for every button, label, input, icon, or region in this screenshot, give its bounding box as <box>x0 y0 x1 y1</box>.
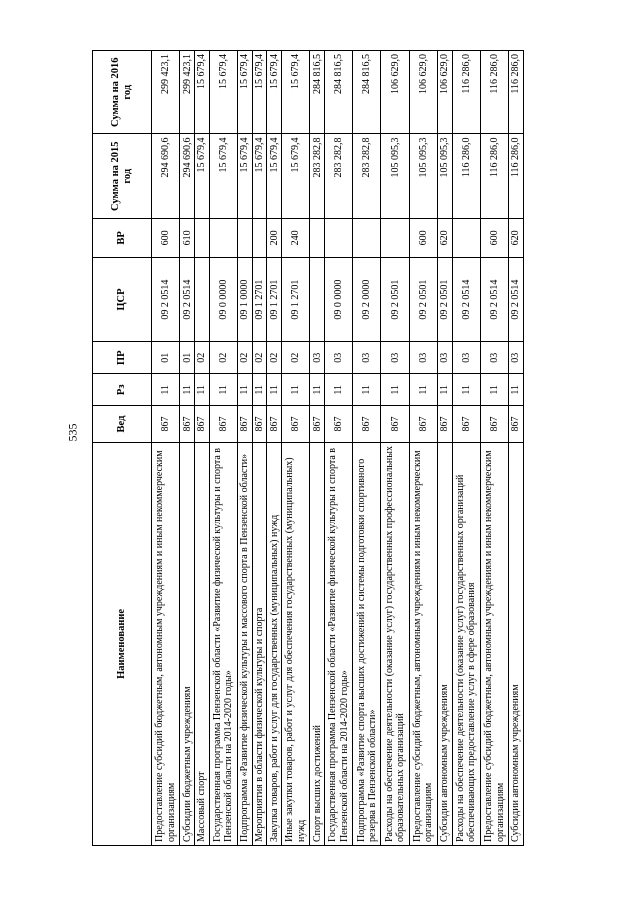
cell-sum-2016: 15 679,4 <box>252 51 267 134</box>
cell-ved: 867 <box>452 406 480 443</box>
cell-pr: 02 <box>194 342 209 374</box>
cell-pr: 02 <box>209 342 237 374</box>
cell-sum-2015: 15 679,4 <box>252 134 267 219</box>
cell-name: Субсидии автономным учреждениям <box>509 442 524 845</box>
cell-csr: 09 1 0000 <box>237 257 252 342</box>
cell-sum-2015: 294 690,6 <box>180 134 195 219</box>
cell-csr: 09 2 0514 <box>509 257 524 342</box>
cell-name: Предоставление субсидий бюджетным, автономным учреждениям и иным некоммерческим организациям <box>480 442 508 845</box>
cell-sum-2015: 15 679,4 <box>209 134 237 219</box>
cell-csr: 09 0 0000 <box>209 257 237 342</box>
cell-ved: 867 <box>267 406 282 443</box>
cell-vr: 600 <box>480 218 508 257</box>
cell-ved: 867 <box>480 406 508 443</box>
cell-csr <box>310 257 325 342</box>
cell-csr: 09 2 0501 <box>409 257 437 342</box>
cell-sum-2015: 15 679,4 <box>267 134 282 219</box>
cell-vr <box>310 218 325 257</box>
cell-sum-2016: 15 679,4 <box>237 51 252 134</box>
budget-table <box>92 50 524 846</box>
cell-name: Подпрограмма «Развитие спорта высших достижений и системы подготовки спортивного резерва в Пензенской области» <box>353 442 381 845</box>
cell-csr <box>194 257 209 342</box>
cell-rz: 11 <box>209 374 237 406</box>
cell-vr: 620 <box>437 218 452 257</box>
cell-ved: 867 <box>437 406 452 443</box>
cell-pr: 03 <box>381 342 409 374</box>
cell-rz: 11 <box>353 374 381 406</box>
cell-name: Массовый спорт <box>194 442 209 845</box>
cell-csr: 09 1 2701 <box>267 257 282 342</box>
cell-pr: 03 <box>480 342 508 374</box>
table-row <box>180 51 195 846</box>
cell-name: Иные закупки товаров, работ и услуг для обеспечения государственных (муниципальных) нужд <box>282 442 310 845</box>
cell-sum-2016: 15 679,4 <box>209 51 237 134</box>
cell-sum-2016: 116 286,0 <box>452 51 480 134</box>
cell-pr: 03 <box>452 342 480 374</box>
cell-vr: 240 <box>282 218 310 257</box>
table-row <box>353 51 381 846</box>
cell-vr <box>452 218 480 257</box>
cell-ved: 867 <box>381 406 409 443</box>
table-row <box>437 51 452 846</box>
cell-ved: 867 <box>353 406 381 443</box>
cell-pr: 01 <box>152 342 180 374</box>
header-sum-2015: Сумма на 2015 год <box>93 134 152 219</box>
cell-rz: 11 <box>267 374 282 406</box>
cell-sum-2015: 283 282,8 <box>353 134 381 219</box>
cell-ved: 867 <box>152 406 180 443</box>
cell-rz: 11 <box>325 374 353 406</box>
header-ved: Вед <box>93 406 152 443</box>
table-header-row <box>93 51 152 846</box>
cell-sum-2015: 283 282,8 <box>310 134 325 219</box>
cell-sum-2016: 106 629,0 <box>437 51 452 134</box>
cell-ved: 867 <box>310 406 325 443</box>
cell-sum-2016: 284 816,5 <box>325 51 353 134</box>
cell-ved: 867 <box>325 406 353 443</box>
table-body <box>152 51 524 846</box>
cell-vr <box>209 218 237 257</box>
cell-sum-2016: 299 423,1 <box>180 51 195 134</box>
cell-sum-2016: 284 816,5 <box>310 51 325 134</box>
cell-name: Мероприятия в области физической культуры и спорта <box>252 442 267 845</box>
cell-sum-2015: 105 095,3 <box>381 134 409 219</box>
cell-vr: 620 <box>509 218 524 257</box>
cell-pr: 03 <box>409 342 437 374</box>
cell-sum-2016: 284 816,5 <box>353 51 381 134</box>
cell-rz: 11 <box>237 374 252 406</box>
cell-pr: 02 <box>237 342 252 374</box>
cell-sum-2015: 116 286,0 <box>480 134 508 219</box>
cell-sum-2015: 15 679,4 <box>194 134 209 219</box>
cell-vr <box>353 218 381 257</box>
cell-sum-2015: 116 286,0 <box>452 134 480 219</box>
cell-name: Закупка товаров, работ и услуг для государственных (муниципальных) нужд <box>267 442 282 845</box>
cell-ved: 867 <box>509 406 524 443</box>
cell-vr: 600 <box>152 218 180 257</box>
cell-rz: 11 <box>180 374 195 406</box>
cell-rz: 11 <box>194 374 209 406</box>
cell-sum-2016: 15 679,4 <box>282 51 310 134</box>
cell-pr: 03 <box>325 342 353 374</box>
cell-sum-2016: 116 286,0 <box>480 51 508 134</box>
cell-pr: 03 <box>437 342 452 374</box>
table-row <box>480 51 508 846</box>
cell-vr <box>194 218 209 257</box>
cell-csr: 09 2 0514 <box>152 257 180 342</box>
table-row <box>252 51 267 846</box>
cell-pr: 02 <box>282 342 310 374</box>
cell-rz: 11 <box>509 374 524 406</box>
table-row <box>310 51 325 846</box>
cell-sum-2016: 15 679,4 <box>267 51 282 134</box>
table-row <box>267 51 282 846</box>
cell-sum-2015: 116 286,0 <box>509 134 524 219</box>
rotated-table-container <box>92 50 524 846</box>
cell-sum-2015: 15 679,4 <box>282 134 310 219</box>
cell-vr <box>237 218 252 257</box>
header-csr: ЦСР <box>93 257 152 342</box>
cell-ved: 867 <box>180 406 195 443</box>
cell-ved: 867 <box>409 406 437 443</box>
cell-rz: 11 <box>252 374 267 406</box>
cell-pr: 03 <box>353 342 381 374</box>
cell-name: Государственная программа Пензенской области «Развитие физической культуры и спорта в Пензенской области на 2014-2020 годы» <box>325 442 353 845</box>
cell-sum-2016: 116 286,0 <box>509 51 524 134</box>
cell-sum-2016: 106 629,0 <box>409 51 437 134</box>
cell-ved: 867 <box>282 406 310 443</box>
cell-name: Расходы на обеспечение деятельности (оказание услуг) государственных организаций обеспечивающих предоставление услуг в сфере образования <box>452 442 480 845</box>
cell-csr: 09 2 0514 <box>452 257 480 342</box>
cell-sum-2015: 105 095,3 <box>409 134 437 219</box>
cell-name: Субсидии автономным учреждениям <box>437 442 452 845</box>
cell-vr: 200 <box>267 218 282 257</box>
header-rz: Рз <box>93 374 152 406</box>
cell-sum-2015: 294 690,6 <box>152 134 180 219</box>
header-vr: ВР <box>93 218 152 257</box>
cell-rz: 11 <box>381 374 409 406</box>
cell-ved: 867 <box>252 406 267 443</box>
table-row <box>237 51 252 846</box>
table-row <box>452 51 480 846</box>
cell-name: Расходы на обеспечение деятельности (оказание услуг) государственных профессиональных образовательных организаций <box>381 442 409 845</box>
cell-sum-2015: 105 095,3 <box>437 134 452 219</box>
header-sum-2016: Сумма на 2016 год <box>93 51 152 134</box>
cell-rz: 11 <box>310 374 325 406</box>
cell-name: Подпрограмма «Развитие физической культуры и массового спорта в Пензенской области» <box>237 442 252 845</box>
cell-name: Предоставление субсидий бюджетным, автономным учреждениям и иным некоммерческим организациям <box>152 442 180 845</box>
cell-name: Спорт высших достижений <box>310 442 325 845</box>
cell-name: Государственная программа Пензенской области «Развитие физической культуры и спорта в Пензенской области на 2014-2020 годы» <box>209 442 237 845</box>
cell-csr: 09 2 0514 <box>180 257 195 342</box>
cell-csr: 09 2 0000 <box>353 257 381 342</box>
cell-vr: 610 <box>180 218 195 257</box>
cell-vr <box>325 218 353 257</box>
table-row <box>325 51 353 846</box>
cell-pr: 02 <box>252 342 267 374</box>
cell-name: Субсидии бюджетным учреждениям <box>180 442 195 845</box>
cell-rz: 11 <box>409 374 437 406</box>
cell-rz: 11 <box>282 374 310 406</box>
cell-rz: 11 <box>437 374 452 406</box>
cell-ved: 867 <box>209 406 237 443</box>
cell-vr <box>381 218 409 257</box>
table-row <box>152 51 180 846</box>
header-pr: ПР <box>93 342 152 374</box>
table-row <box>209 51 237 846</box>
cell-sum-2016: 106 629,0 <box>381 51 409 134</box>
cell-csr: 09 2 0501 <box>437 257 452 342</box>
cell-sum-2016: 299 423,1 <box>152 51 180 134</box>
cell-pr: 02 <box>267 342 282 374</box>
cell-csr: 09 1 2701 <box>252 257 267 342</box>
cell-name: Предоставление субсидий бюджетным, автономным учреждениям и иным некоммерческим организациям <box>409 442 437 845</box>
cell-pr: 03 <box>310 342 325 374</box>
header-name: Наименование <box>93 442 152 845</box>
cell-sum-2015: 15 679,4 <box>237 134 252 219</box>
cell-ved: 867 <box>237 406 252 443</box>
cell-pr: 03 <box>509 342 524 374</box>
cell-rz: 11 <box>152 374 180 406</box>
cell-csr: 09 2 0514 <box>480 257 508 342</box>
cell-sum-2015: 283 282,8 <box>325 134 353 219</box>
cell-sum-2016: 15 679,4 <box>194 51 209 134</box>
table-row <box>282 51 310 846</box>
cell-csr: 09 2 0501 <box>381 257 409 342</box>
table-row <box>509 51 524 846</box>
cell-rz: 11 <box>480 374 508 406</box>
table-row <box>194 51 209 846</box>
cell-csr: 09 1 2701 <box>282 257 310 342</box>
cell-vr: 600 <box>409 218 437 257</box>
cell-vr <box>252 218 267 257</box>
cell-ved: 867 <box>194 406 209 443</box>
page-number: 535 <box>65 423 80 442</box>
cell-rz: 11 <box>452 374 480 406</box>
table-row <box>381 51 409 846</box>
table-row <box>409 51 437 846</box>
cell-pr: 01 <box>180 342 195 374</box>
cell-csr: 09 0 0000 <box>325 257 353 342</box>
